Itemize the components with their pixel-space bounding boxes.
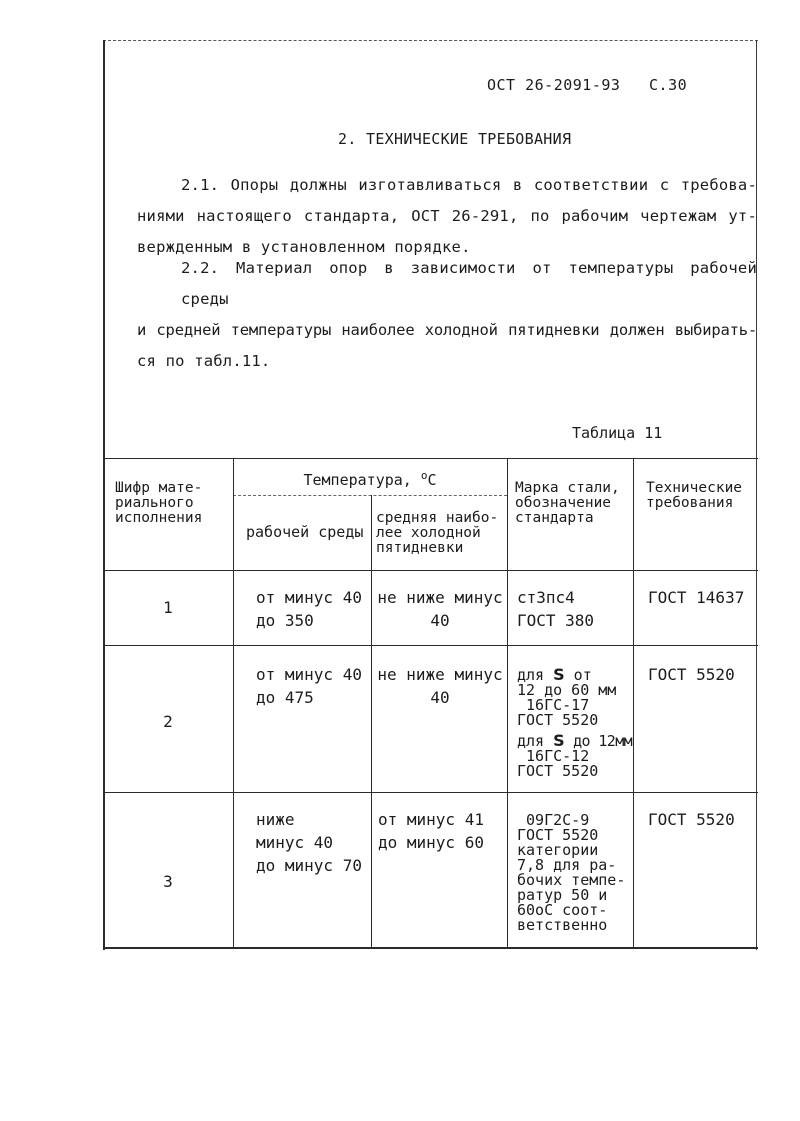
paragraph-line: и средней температуры наиболее холодной пятидневки должен выбирать- [137,321,757,339]
cell-text: для [517,732,554,750]
row-3-coldest-temp [378,808,506,854]
header-line: риального [115,495,194,511]
paragraph-line: вержденным в установленном порядке. [137,238,471,256]
header-technical-requirements [646,481,758,511]
cell-line: ниже [256,810,295,829]
cell-line: ст3пс4 [517,588,575,607]
paragraph-line: ниями настоящего стандарта, ОСТ 26-291, по рабочим чертежам ут- [137,207,757,225]
page-frame-top [103,40,758,41]
header-material-code [115,481,231,526]
row-2-code: 2 [163,712,173,731]
header-temperature-group [233,468,507,488]
degree-sign: о [420,469,428,482]
column-divider [507,458,508,949]
table-border-top [103,458,758,459]
header-line: исполнения [115,510,203,526]
row-3-requirements: ГОСТ 5520 [648,810,735,829]
document-header [487,76,687,94]
cell-line: ГОСТ 5520 [517,711,599,729]
cell-line: до минус 60 [378,833,484,852]
cell-line: 7,8 для ра- [517,856,617,874]
cell-line: 40 [430,611,450,630]
row-1-coldest-temp [373,586,507,632]
row-2-working-temp [256,663,370,709]
header-line: требования [646,495,734,511]
cell-line: ратур 50 и [517,886,608,904]
materials-table [103,458,758,949]
paragraph-2-1 [137,170,757,263]
cell-line: от минус 41 [378,810,484,829]
header-line: Технические [646,480,743,496]
cell-line: от минус 40 [256,588,362,607]
header-line: лее холодной [376,525,481,541]
page-number: С.30 [649,76,688,94]
row-3-working-temp [256,808,370,877]
header-divider [233,495,507,496]
paragraph-line: 2.1. Опоры должны изготавливаться в соответствии с требова- [181,176,757,194]
row-2-coldest-temp [373,663,507,709]
column-divider [233,458,234,949]
temperature-unit: С [427,471,437,489]
row-2-steel-grade [517,667,635,779]
cell-line: ГОСТ 5520 [517,826,599,844]
thickness-symbol: S [553,731,565,750]
cell-line: 12 до 60 мм [517,681,617,699]
row-3-code: 3 [163,872,173,891]
cell-line: не ниже минус [377,588,503,607]
cell-line: категории [517,841,599,859]
paragraph-2-2 [137,253,757,377]
row-divider [103,792,758,793]
cell-line: от минус 40 [256,665,362,684]
header-line: стандарта [515,510,594,526]
cell-line: до 350 [256,611,314,630]
cell-text: до 12мм [564,732,633,750]
cell-line: ГОСТ 380 [517,611,595,630]
header-coldest-five-days [376,511,506,556]
header-temperature-label: Температура, [303,471,421,489]
header-line: обозначение [515,495,612,511]
header-steel-grade [515,481,633,526]
header-line: Марка стали, [515,480,620,496]
paragraph-line: 2.2. Материал опор в зависимости от температуры рабочей среды [181,259,757,308]
row-1-code: 1 [163,598,173,617]
cell-line: бочих темпе- [517,871,626,889]
cell-line: 40 [430,688,450,707]
header-working-medium: рабочей среды [246,523,364,541]
cell-line: ГОСТ 5520 [517,762,599,780]
cell-line: ветственно [517,916,608,934]
row-1-requirements: ГОСТ 14637 [648,588,745,607]
header-bottom-line [103,570,758,571]
cell-text: для [517,666,554,684]
steel-option-thick [517,667,635,728]
header-line: Шифр мате- [115,480,203,496]
header-line: средняя наибо- [376,510,499,526]
cell-line: до 475 [256,688,314,707]
cell-text: от [564,666,592,684]
cell-line: 09Г2С-9 [517,811,590,829]
thickness-symbol: S [553,665,565,684]
cell-line: 16ГС-12 [517,747,590,765]
cell-line: 60оС соот- [517,901,608,919]
cell-line: 16ГС-17 [517,696,590,714]
table-caption: Таблица 11 [572,424,663,442]
header-line: пятидневки [376,540,464,556]
row-1-working-temp [256,586,370,632]
table-border-bottom [103,947,758,949]
cell-line: минус 40 [256,833,334,852]
steel-option-thin [517,733,635,779]
cell-line: не ниже минус [377,665,503,684]
row-divider [103,645,758,646]
row-1-steel-grade [517,586,633,632]
paragraph-line: ся по табл.11. [137,352,271,370]
document-code: ОСТ 26-2091-93 [487,76,621,94]
column-divider [371,495,372,949]
row-2-requirements: ГОСТ 5520 [648,665,735,684]
cell-line: до минус 70 [256,856,362,875]
section-title: 2. ТЕХНИЧЕСКИЕ ТРЕБОВАНИЯ [338,130,572,148]
row-3-steel-grade [517,813,633,933]
